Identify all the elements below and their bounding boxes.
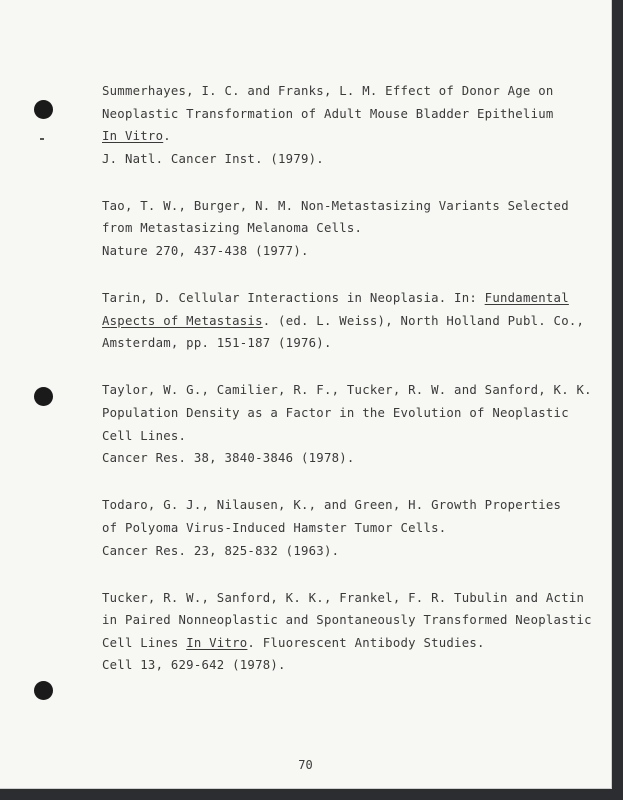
reference-line <box>102 240 572 263</box>
reference-line <box>102 195 572 218</box>
reference-line <box>102 287 572 310</box>
underlined-text: In Vitro <box>186 635 248 650</box>
text-segment: Cancer Res. 38, 3840-3846 (1978). <box>102 451 355 466</box>
reference-line <box>102 425 572 448</box>
text-segment: of Polyoma Virus-Induced Hamster Tumor Cells. <box>102 520 447 535</box>
text-segment: . <box>163 129 171 144</box>
reference-line <box>102 217 572 240</box>
reference-line <box>102 379 592 402</box>
reference-list <box>102 80 592 701</box>
reference-entry <box>102 587 592 677</box>
reference-line <box>102 540 572 563</box>
reference-line <box>102 447 572 470</box>
binder-hole-top <box>34 100 53 119</box>
text-segment: from Metastasizing Melanoma Cells. <box>102 221 363 236</box>
page-number: 70 <box>298 758 313 772</box>
text-segment: . (ed. L. Weiss), North Holland Publ. Co., <box>262 313 585 328</box>
reference-line <box>102 517 572 540</box>
text-segment: Taylor, W. G., Camilier, R. F., Tucker, R. W. and Sanford, K. K. <box>102 383 592 398</box>
reference-line <box>102 125 572 148</box>
text-segment: Cancer Res. 23, 825-832 (1963). <box>102 543 340 558</box>
text-segment: Neoplastic Transformation of Adult Mouse Bladder Epithelium <box>102 106 554 121</box>
text-segment: Nature 270, 437-438 (1977). <box>102 244 309 259</box>
underlined-text: In Vitro <box>102 129 164 144</box>
reference-line <box>102 103 572 126</box>
reference-entry <box>102 195 572 263</box>
text-segment: Tucker, R. W., Sanford, K. K., Frankel, F. R. Tubulin and Actin <box>102 590 585 605</box>
text-segment: Todaro, G. J., Nilausen, K., and Green, H. Growth Properties <box>102 498 562 513</box>
text-segment: Cell Lines <box>102 635 187 650</box>
reference-entry <box>102 287 585 355</box>
text-segment: in Paired Nonneoplastic and Spontaneously Transformed Neoplastic <box>102 613 592 628</box>
underlined-text: Fundamental <box>484 291 569 306</box>
binder-hole-bottom <box>34 681 53 700</box>
text-segment: Cell Lines. <box>102 428 187 443</box>
reference-entry <box>102 494 572 562</box>
text-segment: Tarin, D. Cellular Interactions in Neoplasia. In: <box>102 291 485 306</box>
reference-line <box>102 310 585 333</box>
text-segment: Amsterdam, pp. 151-187 (1976). <box>102 336 332 351</box>
text-segment: Population Density as a Factor in the Evolution of Neoplastic <box>102 406 569 421</box>
text-segment: J. Natl. Cancer Inst. (1979). <box>102 151 324 166</box>
reference-entry <box>102 379 592 469</box>
reference-line <box>102 148 572 171</box>
reference-line <box>102 402 572 425</box>
margin-mark <box>40 138 44 140</box>
text-segment: . Fluorescent Antibody Studies. <box>247 635 485 650</box>
underlined-text: Aspects of Metastasis <box>102 313 263 328</box>
reference-line <box>102 332 572 355</box>
reference-line <box>102 609 592 632</box>
reference-entry <box>102 80 572 170</box>
reference-line <box>102 632 572 655</box>
text-segment: Cell 13, 629-642 (1978). <box>102 658 286 673</box>
reference-line <box>102 654 572 677</box>
reference-line <box>102 80 572 103</box>
text-segment: Tao, T. W., Burger, N. M. Non-Metastasizing Variants Selected <box>102 198 569 213</box>
reference-line <box>102 587 585 610</box>
text-segment: Summerhayes, I. C. and Franks, L. M. Effect of Donor Age on <box>102 84 554 98</box>
reference-line <box>102 494 572 517</box>
binder-hole-middle <box>34 387 53 406</box>
